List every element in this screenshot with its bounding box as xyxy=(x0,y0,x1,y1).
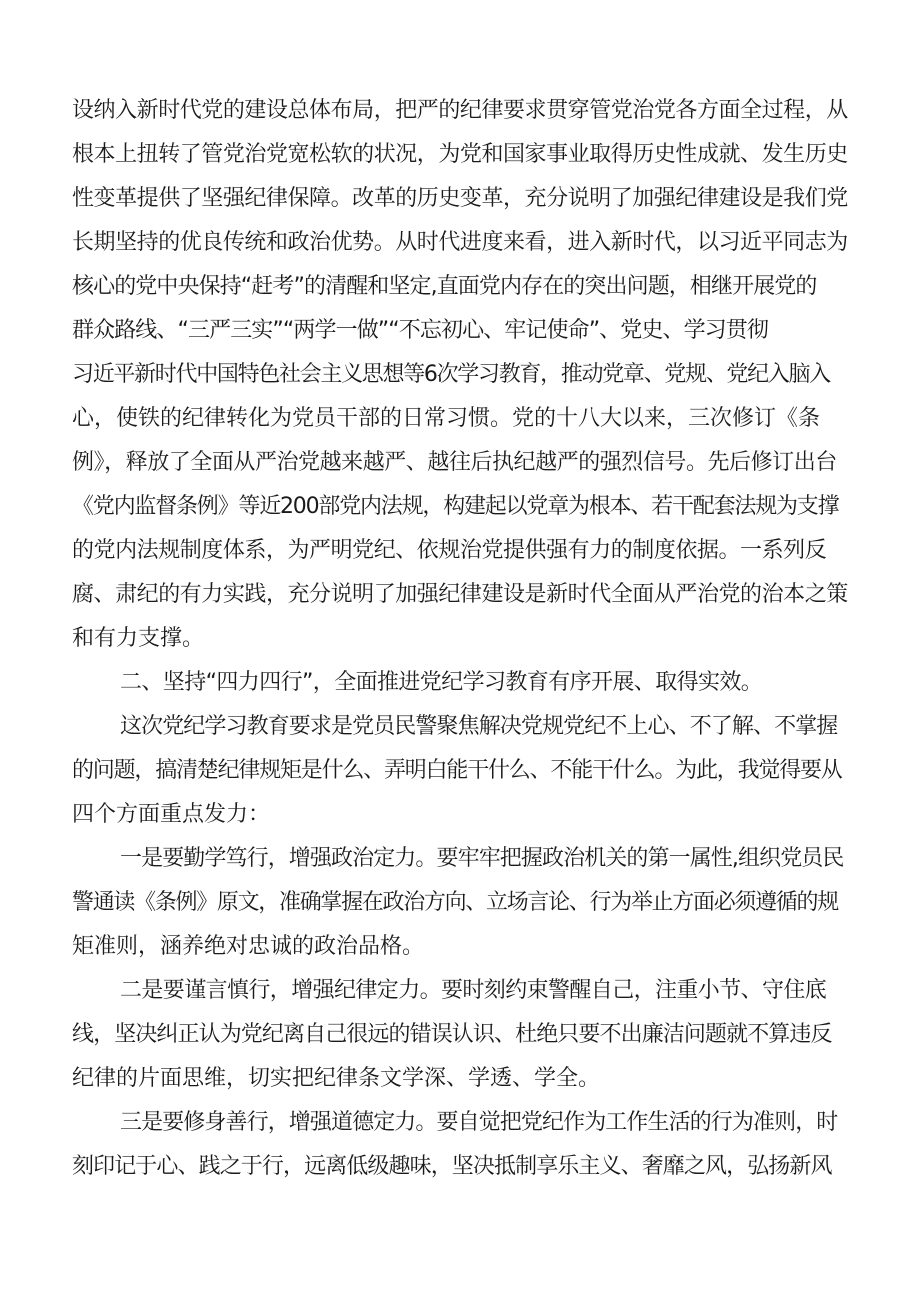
text-line: 矩准则，涵养绝对忠诚的政治品格。 xyxy=(72,934,425,959)
text-line: 三是要修身善行，增强道德定力。要自觉把党纪作为工作生活的行为准则，时 xyxy=(120,1110,838,1135)
text-line: 群众路线、“三严三实”“两学一做”“不忘初心、牢记使命”、党史、学习贯彻 xyxy=(72,318,768,343)
text-line: 和有力支撑。 xyxy=(72,626,205,651)
text-line: 设纳入新时代党的建设总体布局，把严的纪律要求贯穿管党治党各方面全过程，从 xyxy=(72,98,848,123)
text-line: 纪律的片面思维，切实把纪律条文学深、学透、学全。 xyxy=(72,1066,601,1091)
text-line: 刻印记于心、践之于行，远离低级趣味，坚决抵制享乐主义、奢靡之风，弘扬新风 xyxy=(72,1154,832,1179)
section-heading: 二、坚持“四力四行”，全面推进党纪学习教育有序开展、取得实效。 xyxy=(120,670,763,695)
text-line: 的党内法规制度体系，为严明党纪、依规治党提供强有力的制度依据。一系列反 xyxy=(72,538,827,563)
text-line: 一是要勤学笃行，增强政治定力。要牢牢把握政治机关的第一属性,组织党员民 xyxy=(120,846,844,871)
text-line: 线，坚决纠正认为党纪离自己很远的错误认识、杜绝只要不出廉洁问题就不算违反 xyxy=(72,1022,832,1047)
text-line: 例》，释放了全面从严治党越来越严、越往后执纪越严的强烈信号。先后修订出台 xyxy=(72,450,837,475)
text-line: 这次党纪学习教育要求是党员民警聚焦解决党规党纪不上心、不了解、不掌握 xyxy=(120,714,838,739)
text-line: 四个方面重点发力： xyxy=(72,802,271,827)
text-line: 核心的党中央保持“赶考”的清醒和坚定,直面党内存在的突出问题，相继开展党的 xyxy=(72,274,817,299)
text-line: 习近平新时代中国特色社会主义思想等6次学习教育，推动党章、党规、党纪入脑入 xyxy=(72,362,830,387)
text-line: 根本上扭转了管党治党宽松软的状况，为党和国家事业取得历史性成就、发生历史 xyxy=(72,142,848,167)
text-line: 的问题，搞清楚纪律规矩是什么、弄明白能干什么、不能干什么。为此，我觉得要从 xyxy=(72,758,842,783)
text-line: 警通读《条例》原文，准确掌握在政治方向、立场言论、行为举止方面必须遵循的规 xyxy=(72,890,838,915)
text-line: 心，使铁的纪律转化为党员干部的日常习惯。党的十八大以来，三次修订《条 xyxy=(72,406,821,431)
text-line: 二是要谨言慎行，增强纪律定力。要时刻约束警醒自己，注重小节、守住底 xyxy=(120,978,827,1003)
text-line: 性变革提供了坚强纪律保障。改革的历史变革，充分说明了加强纪律建设是我们党 xyxy=(72,186,848,211)
text-line: 《党内监督条例》等近200部党内法规，构建起以党章为根本、若干配套法规为支撑 xyxy=(72,494,839,519)
text-line: 腐、肃纪的有力实践，充分说明了加强纪律建设是新时代全面从严治党的治本之策 xyxy=(72,582,848,607)
text-line: 长期坚持的优良传统和政治优势。从时代进度来看，进入新时代，以习近平同志为 xyxy=(72,230,848,255)
